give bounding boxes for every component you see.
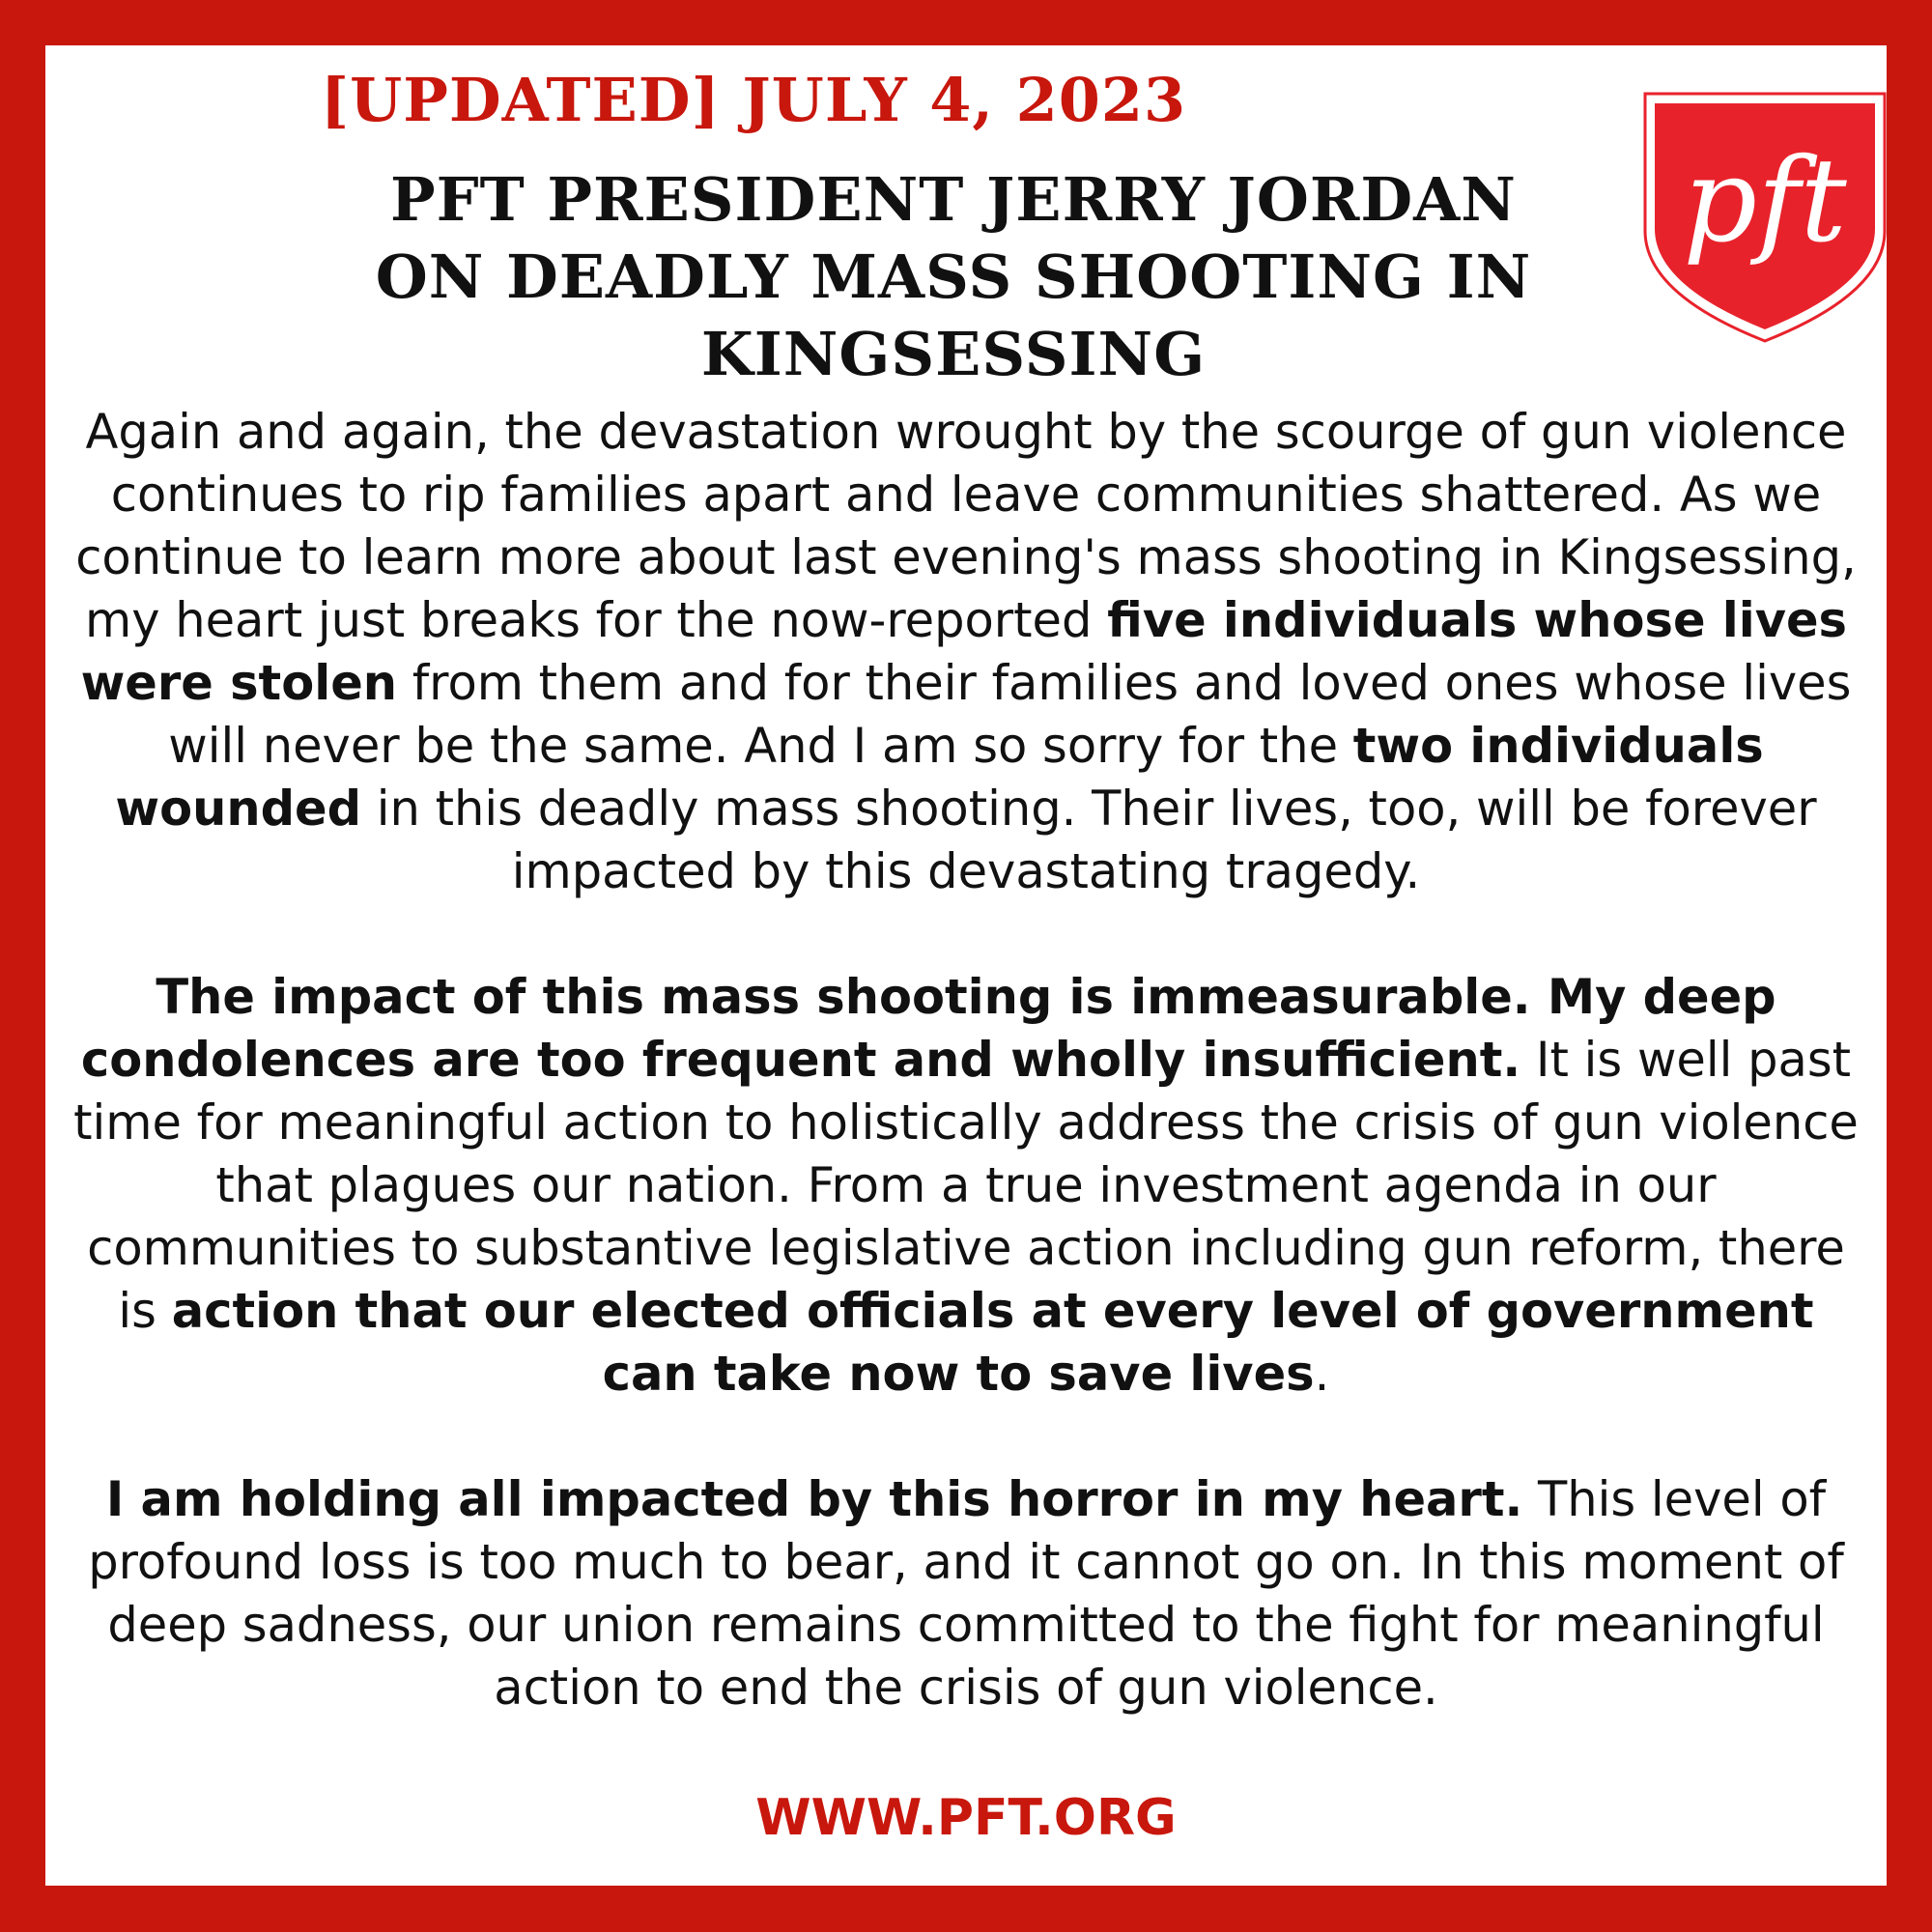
statement-body [65, 401, 1867, 1719]
paragraph-3: I am holding all impacted by this horror in my heart. This level of profound loss is too much to bear, and it cannot go on. In this moment of deep sadness, our union remains committed to the fight for meaningful action to end the crisis of gun violence. [88, 1471, 1844, 1716]
pft-shield-logo [1639, 86, 1890, 347]
emphasis-two-wounded: two individuals wounded [115, 718, 1764, 837]
statement-title: PFT PRESIDENT JERRY JORDAN ON DEADLY MASS SHOOTING IN KINGSESSING [375, 164, 1532, 389]
paragraph-2: The impact of this mass shooting is immeasurable. My deep condolences are too frequent and wholly insufficient. It is well past time for meaningful action to holistically address the crisis of gun violence that plagues our nation. From a true investment agenda in our communities to substantive legislative action including gun reform, there is action that our elected officials at every level of government can take now to save lives. [73, 969, 1859, 1402]
logo-lettering: pft [1683, 134, 1847, 269]
date-line: [UPDATED] JULY 4, 2023 [320, 65, 1187, 135]
paragraph-1: Again and again, the devastation wrought by the scourge of gun violence continues to rip families apart and leave communities shattered. As we continue to learn more about last evening's mass shooting in Kingsessing, my heart just breaks for the now-reported five individuals whose lives were stolen from them and for their families and loved ones whose lives will never be the same. And I am so sorry for the two individuals wounded in this deadly mass shooting. Their lives, too, will be forever impacted by this devastating tragedy. [75, 404, 1857, 899]
emphasis-five-lives: five individuals whose lives were stolen [80, 592, 1847, 711]
emphasis-holding: I am holding all impacted by this horror in my heart. [105, 1471, 1523, 1527]
emphasis-action: action that our elected officials at every level of government can take now to save lives [171, 1283, 1814, 1402]
emphasis-impact: The impact of this mass shooting is immeasurable. My deep condolences are too frequent and wholly insufficient. [80, 969, 1776, 1088]
statement-panel [45, 45, 1887, 1886]
website-link[interactable]: WWW.PFT.ORG [755, 1789, 1177, 1847]
